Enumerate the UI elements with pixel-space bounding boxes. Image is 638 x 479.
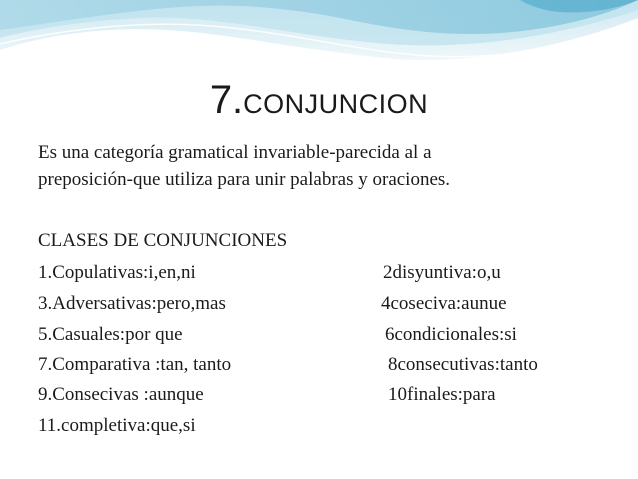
- class-item-2: 2disyuntiva:o,u: [383, 262, 501, 283]
- title-word: CONJUNCION: [243, 89, 429, 119]
- class-item-5: 5.Casuales:por que: [38, 324, 183, 345]
- decorative-wave-banner: [0, 0, 638, 80]
- class-item-10: 10finales:para: [388, 384, 496, 405]
- definition-line-2: preposición-que utiliza para unir palabras y oraciones.: [38, 169, 451, 190]
- class-item-6: 6condicionales:si: [385, 324, 517, 345]
- slide-title: [0, 78, 638, 123]
- class-item-11: 11.completiva:que,si: [38, 415, 196, 436]
- title-number: 7.: [209, 78, 244, 122]
- class-item-8: 8consecutivas:tanto: [388, 354, 538, 375]
- class-item-1: 1.Copulativas:i,en,ni: [38, 262, 196, 283]
- classes-heading: CLASES DE CONJUNCIONES: [38, 230, 288, 251]
- class-item-4: 4coseciva:aunue: [381, 293, 507, 314]
- class-item-9: 9.Consecivas :aunque: [38, 384, 204, 405]
- class-item-7: 7.Comparativa :tan, tanto: [38, 354, 232, 375]
- class-item-3: 3.Adversativas:pero,mas: [38, 293, 226, 314]
- definition-line-1: Es una categoría gramatical invariable-parecida al a: [38, 142, 432, 163]
